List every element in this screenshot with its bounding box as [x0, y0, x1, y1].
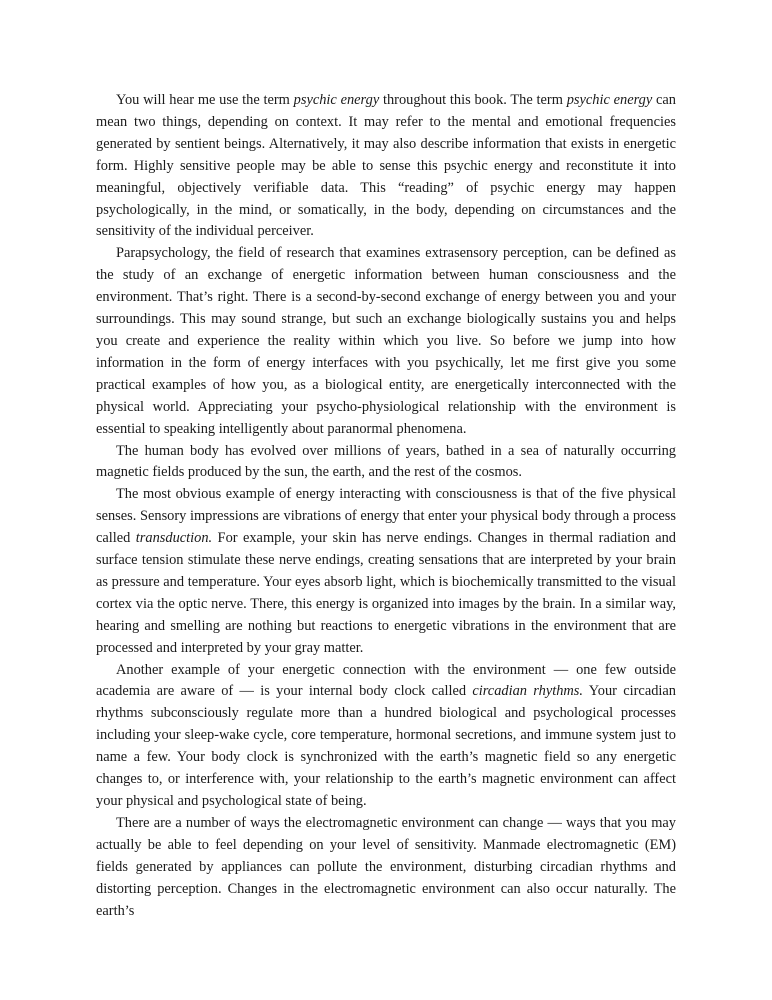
italic-term: transduction. — [135, 530, 213, 547]
paragraph-circadian — [96, 660, 676, 813]
paragraph-em-environment — [96, 813, 676, 923]
italic-term: circadian rhythms. — [472, 683, 584, 700]
document-page — [96, 90, 676, 922]
paragraph-human-body — [96, 441, 676, 485]
paragraph-psychic-energy — [96, 90, 676, 243]
paragraph-text: The most obvious example of energy interacting with consciousness is that of the five physical senses. Sensory impressions are vibrations of energy that enter your physical body through a process called — [96, 486, 676, 547]
paragraph-text: Your circadian rhythms subconsciously regulate more than a hundred biological and psychological processes including your sleep-wake cycle, core temperature, hormonal secretions, and immune system just to name a few. Your body clock is synchronized with the earth’s magnetic field so any energetic changes to, or interference with, your relationship to the earth’s magnetic environment can affect your physical and psychological state of being. — [96, 683, 676, 809]
paragraph-parapsychology — [96, 243, 676, 440]
paragraph-text: There are a number of ways the electromagnetic environment can change — ways that you may actually be able to feel depending on your level of sensitivity. Manmade electromagnetic (EM) fields generated by appliances can pollute the environment, disturbing circadian rhythms and distorting perception. Changes in the electromagnetic environment can also occur naturally. The earth’s — [96, 814, 676, 919]
paragraph-text: For example, your skin has nerve endings. Changes in thermal radiation and surface tension stimulate these nerve endings, creating sensations that are interpreted by your brain as pressure and temperature. Your eyes absorb light, which is biochemically transmitted to the visual cortex via the optic nerve. There, this energy is organized into images by the brain. In a similar way, hearing and smelling are nothing but reactions to energetic vibrations in the environment that are processed and interpreted by your gray matter. — [96, 530, 676, 656]
paragraph-text: Another example of your energetic connection with the environment — one few outside academia are aware of — is your internal body clock called — [96, 661, 676, 700]
paragraph-text: The human body has evolved over millions of years, bathed in a sea of naturally occurring magnetic fields produced by the sun, the earth, and the rest of the cosmos. — [96, 442, 676, 481]
paragraph-text: You will hear me use the term — [116, 92, 294, 108]
paragraph-text: can mean two things, depending on context. It may refer to the mental and emotional frequencies generated by sentient beings. Alternatively, it may also describe information that exists in energetic form. Highly sensitive people may be able to sense this psychic energy and reconstitute it into meaningful, objectively verifiable data. This “reading” of psychic energy may happen psychologically, in the mind, or somatically, in the body, depending on circumstances and the sensitivity of the individual perceiver. — [96, 92, 676, 240]
paragraph-five-senses — [96, 484, 676, 659]
paragraph-text: Parapsychology, the field of research that examines extrasensory perception, can be defined as the study of an exchange of energetic information between human consciousness and the environment. That’s right. There is a second-by-second exchange of energy between you and your surroundings. This may sound strange, but such an exchange biologically sustains you and helps you create and experience the reality within which you live. So before we jump into how information in the form of energy interfaces with you psychically, let me first give you some practical examples of how you, as a biological entity, are energetically interconnected with the physical world. Appreciating your psycho-physiological relationship with the environment is essential to speaking intelligently about paranormal phenomena. — [96, 245, 676, 437]
paragraph-text: throughout this book. The term — [379, 92, 567, 108]
italic-term: psychic energy — [293, 92, 380, 108]
italic-term: psychic energy — [566, 92, 653, 108]
